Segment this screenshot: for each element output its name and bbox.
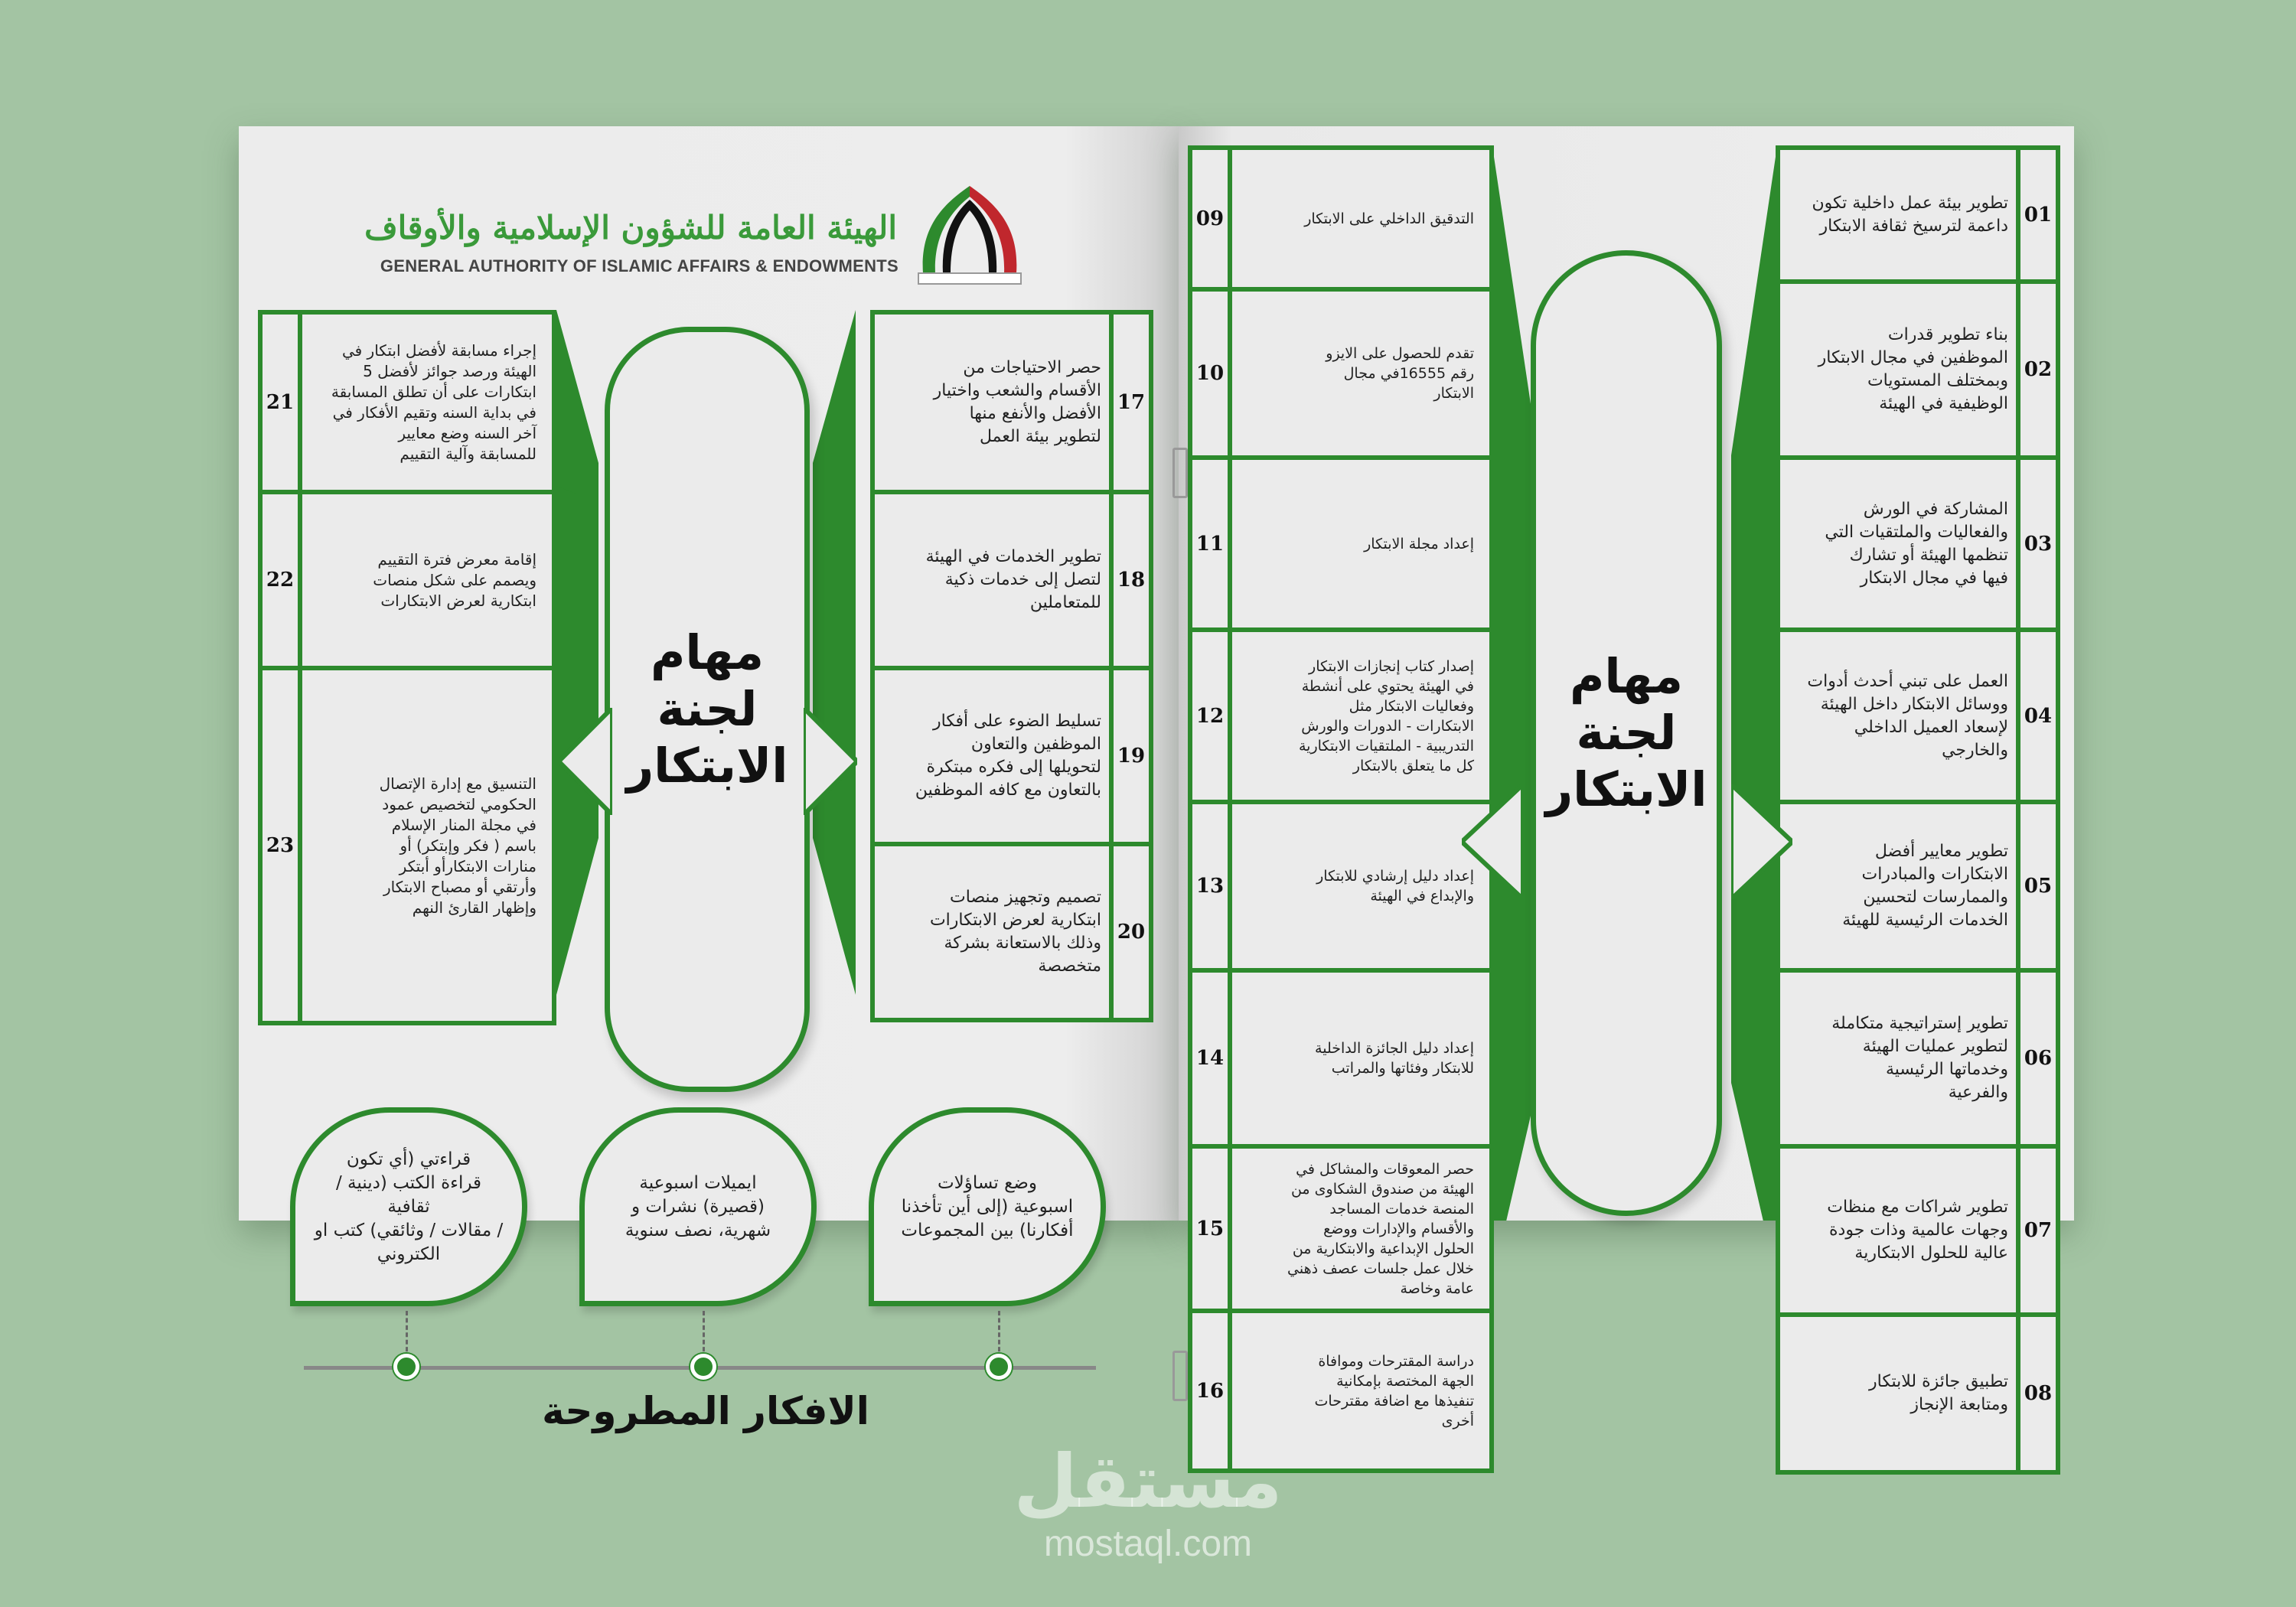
task-box xyxy=(870,310,1153,494)
task-text: تطوير بيئة عمل داخلية تكون داعمة لترسيخ ثقافة الابتكار xyxy=(1812,193,2008,236)
task-number: 10 xyxy=(1192,292,1232,455)
task-box xyxy=(1776,145,2060,284)
arrow-left-icon xyxy=(559,708,612,815)
left-page xyxy=(239,126,1179,1433)
task-number: 12 xyxy=(1192,632,1232,800)
task-number: 18 xyxy=(1109,494,1149,666)
task-text: دراسة المقترحات وموافاة الجهة المختصة بإمكانية تنفيذها مع اضافة مقترحات أخرى xyxy=(1314,1352,1474,1429)
idea-bubble-3: قراءتي (أي تكون قراءة الكتب (دينية / ثقافية / مقالات / وثائقي) كتب او الكتروني xyxy=(290,1107,527,1306)
arrow-right-icon xyxy=(804,708,857,815)
task-text: إعداد دليل الجائزة الداخلية للابتكار وفئاتها والمراتب xyxy=(1315,1040,1474,1077)
task-text: حصر الاحتياجات من الأقسام والشعب واختيار الأفضل والأنفع منها لتطوير بيئة العمل xyxy=(933,357,1101,446)
staple xyxy=(1172,1351,1188,1401)
organization-name-ar: الهيئة العامة للشؤون الإسلامية والأوقاف xyxy=(364,209,897,246)
task-box xyxy=(1188,145,1494,292)
center-oval xyxy=(605,327,810,1092)
timeline-dot xyxy=(986,1354,1012,1380)
idea-bubble-1: وضع تساؤلات اسبوعية (إلى أين تأخذنا أفكارنا) بين المجموعات xyxy=(869,1107,1106,1306)
task-box xyxy=(1188,287,1494,460)
task-number: 07 xyxy=(2016,1149,2056,1312)
task-box xyxy=(870,842,1153,1022)
arrow-left-icon xyxy=(1462,784,1523,899)
task-number: 09 xyxy=(1192,150,1232,287)
task-text: تطوير إستراتيجية متكاملة لتطوير عمليات الهيئة وخدماتها الرئيسية والفرعية xyxy=(1831,1014,2008,1102)
task-box xyxy=(1776,968,2060,1149)
task-text: تسليط الضوء على أفكار الموظفين والتعاون لتحويلها إلى فكره مبتكرة بالتعاون مع كافه الموظفين xyxy=(915,712,1101,800)
task-number: 03 xyxy=(2016,460,2056,627)
task-number: 17 xyxy=(1109,315,1149,490)
task-text: إعداد دليل إرشادي للابتكار والإبداع في الهيئة xyxy=(1316,868,1474,905)
timeline-dot xyxy=(690,1354,716,1380)
task-box xyxy=(258,666,556,1025)
task-text: المشاركة في الورش والفعاليات والملتقيات التي تنظمها الهيئة أو تشارك فيها في مجال الابتكار xyxy=(1825,499,2008,588)
organization-name-en: GENERAL AUTHORITY OF ISLAMIC AFFAIRS & ENDOWMENTS xyxy=(380,256,899,275)
task-text: تطوير شراكات مع منظات وجهات عالمية وذات جودة عالية للحلول الابتكارية xyxy=(1827,1198,2008,1263)
task-text: إقامة معرض فترة التقييم ويصمم على شكل منصات ابتكارية لعرض الابتكارات xyxy=(373,549,536,610)
timeline-dot xyxy=(393,1354,419,1380)
task-box xyxy=(1776,279,2060,460)
staple xyxy=(1172,448,1188,498)
task-box xyxy=(1776,800,2060,973)
watermark-site: mostaql.com xyxy=(1043,1524,1253,1564)
task-box xyxy=(1776,1312,2060,1475)
task-box xyxy=(1776,455,2060,632)
task-box xyxy=(1188,800,1494,973)
task-text: إجراء مسابقة لأفضل ابتكار في الهيئة ورصد جوائز لأفضل 5 ابتكارات على أن تطلق المسابقة في بداية السنه وتقيم الأفكار في آخر السنه وضع معايير للمسابقة وآلية التقييم xyxy=(331,341,536,463)
task-text: حصر المعوقات والمشاكل في الهيئة من صندوق الشكاوى من المنصة خدمات المساجد والأقسام والإدارات ووضع الحلول الإبداعية والابتكارية من خلال عمل جلسات عصف ذهني عامة وخاصة xyxy=(1287,1160,1474,1297)
task-number: 11 xyxy=(1192,460,1232,627)
center-title: مهام لجنة الابتكار xyxy=(1545,648,1707,817)
task-number: 14 xyxy=(1192,973,1232,1144)
center-title: مهام لجنة الابتكار xyxy=(626,624,788,794)
task-box xyxy=(1776,627,2060,804)
task-number: 20 xyxy=(1109,846,1149,1018)
right-page xyxy=(1179,126,2074,1429)
task-box xyxy=(1188,968,1494,1149)
task-number: 19 xyxy=(1109,670,1149,842)
task-text: بناء تطوير قدرات الموظفين في مجال الابتكار وبمختلف المستويات الوظيفية في الهيئة xyxy=(1818,325,2008,413)
task-box xyxy=(870,490,1153,670)
center-oval xyxy=(1531,250,1722,1216)
task-number: 23 xyxy=(263,670,302,1021)
task-box xyxy=(1188,1144,1494,1313)
task-number: 08 xyxy=(2016,1317,2056,1470)
task-number: 21 xyxy=(263,315,302,490)
task-box xyxy=(1188,455,1494,632)
ideas-title: الافكار المطروحة xyxy=(542,1389,869,1433)
task-number: 04 xyxy=(2016,632,2056,800)
task-text: تطبيق جائزة للابتكار ومتابعة الإنجاز xyxy=(1869,1372,2008,1414)
task-number: 05 xyxy=(2016,804,2056,968)
task-box xyxy=(258,490,556,670)
task-number: 13 xyxy=(1192,804,1232,968)
task-text: إعداد مجلة الابتكار xyxy=(1364,535,1474,553)
task-box xyxy=(1188,627,1494,804)
task-box xyxy=(870,666,1153,846)
watermark-logo: مستقل xyxy=(1013,1439,1283,1524)
task-number: 06 xyxy=(2016,973,2056,1144)
task-box xyxy=(258,310,556,494)
task-text: التنسيق مع إدارة الإتصال الحكومي لتخصيص عمود في مجلة المنار الإسلام باسم ( فكر وإبتكر) أو منارات الابتكارأو أبتكر وأرتقي أو مصباح الابتكار وإظهار القارئ النهم xyxy=(379,774,536,917)
task-number: 16 xyxy=(1192,1313,1232,1468)
task-text: تصميم وتجهيز منصات ابتكارية لعرض الابتكارات وذلك بالاستعانة بشركة متخصصة xyxy=(929,888,1101,976)
task-text: التدقيق الداخلي على الابتكار xyxy=(1304,210,1474,227)
task-number: 22 xyxy=(263,494,302,666)
task-number: 15 xyxy=(1192,1149,1232,1309)
task-text: إصدار كتاب إنجازات الابتكار في الهيئة يحتوي على أنشطة وفعاليات الابتكار مثل الابتكارات - الدورات والورش التدريبية - الملتقيات الابتكارية كل ما يتعلق بالابتكار xyxy=(1298,657,1474,774)
task-number: 02 xyxy=(2016,284,2056,455)
task-text: تطوير الخدمات في الهيئة لتصل إلى خدمات ذكية للمتعاملين xyxy=(925,547,1101,612)
arrow-right-icon xyxy=(1731,784,1792,899)
task-text: العمل على تبني أحدث أدوات ووسائل الابتكار داخل الهيئة لإسعاد العميل الداخلي والخارجي xyxy=(1807,671,2008,760)
task-number: 01 xyxy=(2016,150,2056,279)
idea-bubble-2: ايميلات اسبوعية (قصيرة) نشرات و شهرية، نصف سنوية xyxy=(579,1107,817,1306)
task-text: تطوير معايير أفضل الابتكارات والمبادرات والممارسات لتحسين الخدمات الرئيسية للهيئة xyxy=(1842,842,2008,930)
task-text: تقدم للحصول على الايزو رقم 16555في مجال الابتكار xyxy=(1326,345,1474,402)
task-box xyxy=(1776,1144,2060,1317)
